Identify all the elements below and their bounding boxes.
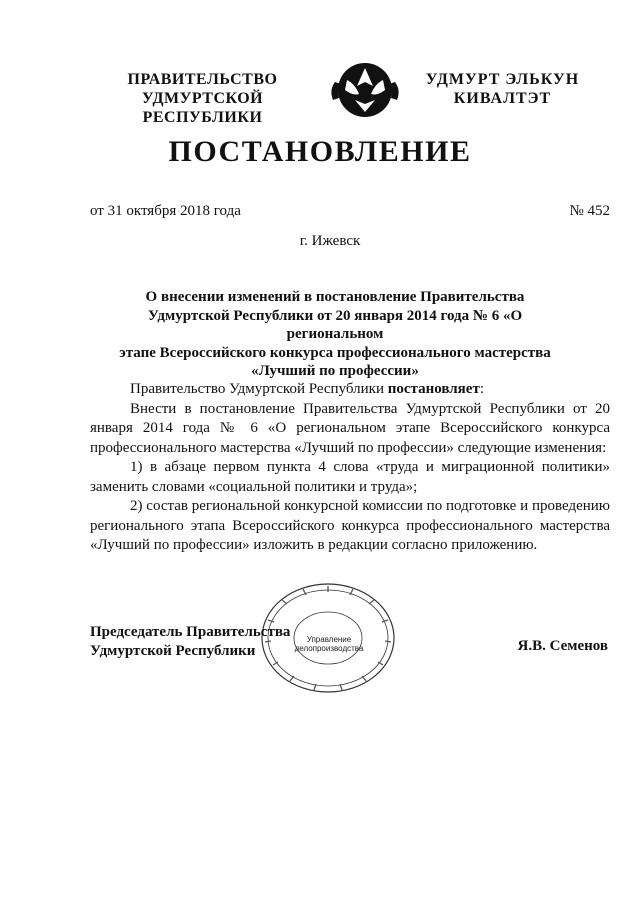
- body-intro: [90, 380, 610, 400]
- stamp-line1: Управление: [306, 635, 352, 644]
- body-paragraph-3: 2) состав региональной конкурсной комиссии по подготовке и проведению регионального этапа Всероссийского конкурса профессионального мастерства «Лучший по профессии» изложить в редакции согласно приложению.: [90, 498, 610, 553]
- udmurt-emblem-icon: [325, 60, 405, 120]
- header-left: [90, 70, 315, 127]
- subject-line3: этапе Всероссийского конкурса профессионального мастерства: [119, 344, 551, 361]
- document-city: г. Ижевск: [299, 233, 361, 249]
- body-intro-end: :: [479, 381, 484, 397]
- signatory-position-line1: Председатель Правительства: [90, 624, 291, 640]
- document-number: № 452: [569, 203, 610, 219]
- header-left-line1: ПРАВИТЕЛЬСТВО: [127, 71, 278, 88]
- body-intro-keyword: постановляет: [387, 381, 480, 397]
- body-paragraph-2: 1) в абзаце первом пункта 4 слова «труда и миграционной политики» заменить словами «социальной политики и труда»;: [90, 459, 610, 495]
- document-date: от 31 октября 2018 года: [90, 203, 241, 219]
- header-right-line1: УДМУРТ ЭЛЬКУН: [425, 71, 580, 88]
- stamp-inner-text: [294, 635, 364, 653]
- signatory-name: Я.В. Семенов: [517, 638, 608, 654]
- header-left-line2: УДМУРТСКОЙ РЕСПУБЛИКИ: [141, 90, 264, 126]
- body-intro-text: Правительство Удмуртской Республики: [130, 381, 388, 397]
- document-body: [90, 380, 610, 556]
- subject-line1: О внесении изменений в постановление Правительства: [145, 289, 525, 305]
- header-right: [425, 70, 580, 108]
- body-paragraph-1: Внести в постановление Правительства Удмуртской Республики от 20 января 2014 года № 6 «О региональном этапе Всероссийского конкурса профессионального мастерства «Лучший по профессии» следующие изменения:: [90, 400, 610, 456]
- signatory-position-line2: Удмуртской Республики: [90, 643, 256, 659]
- subject-line4: «Лучший по профессии»: [251, 363, 419, 379]
- stamp-line2: делопроизводства: [294, 644, 364, 653]
- document-title: ПОСТАНОВЛЕНИЕ: [168, 135, 472, 168]
- document-subject: [100, 288, 570, 381]
- subject-line2: Удмуртской Республики от 20 января 2014 года № 6 «О региональном: [147, 307, 523, 342]
- header-right-line2: КИВАЛТЭТ: [453, 90, 552, 107]
- signatory-position: [90, 623, 290, 661]
